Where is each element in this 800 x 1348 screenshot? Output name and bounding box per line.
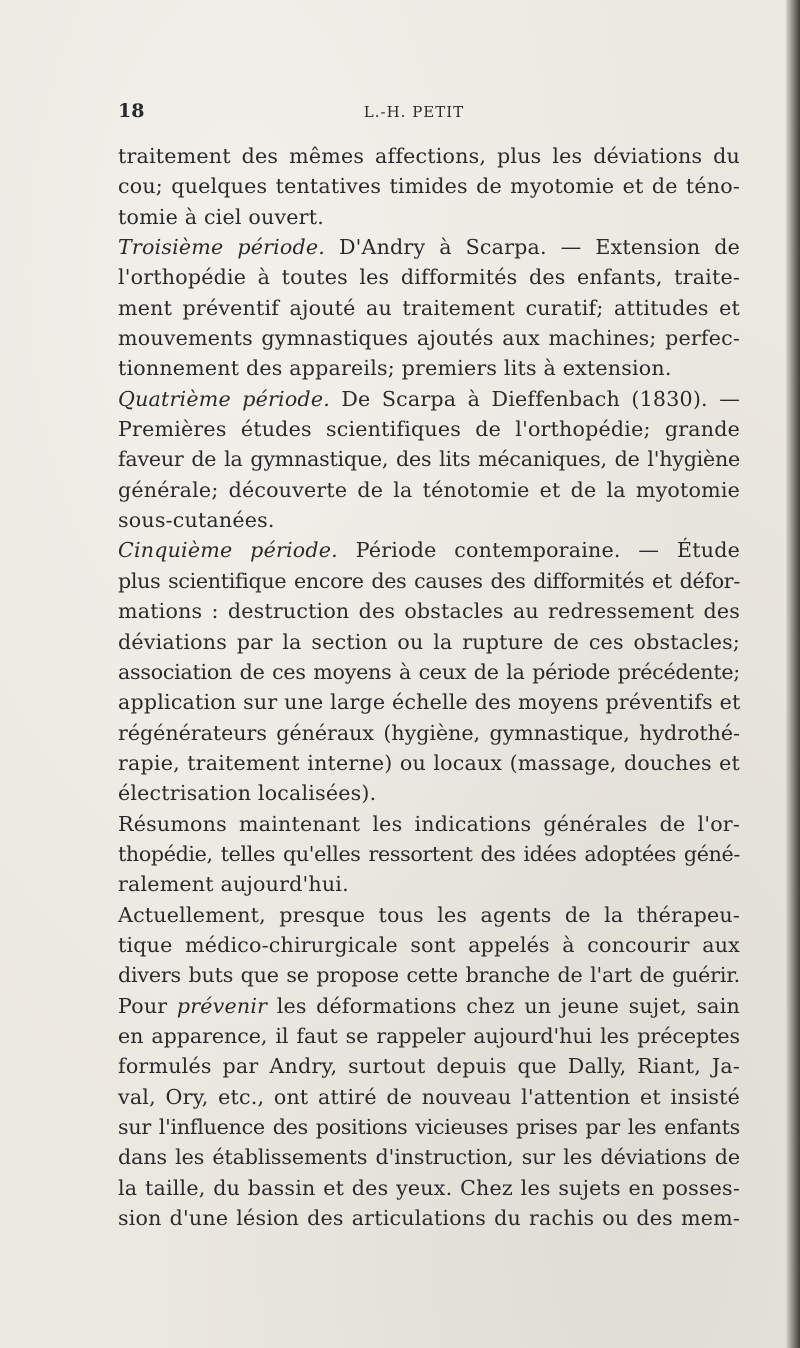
text-line xyxy=(118,657,740,687)
text-line-content: régénérateurs généraux (hygiène, gymnastique, hydrothé- xyxy=(118,720,740,745)
text-line xyxy=(118,171,740,201)
page-header xyxy=(118,98,710,124)
text-line-content: l'orthopédie à toutes les difformités des enfants, traite- xyxy=(118,265,740,290)
text-line-content: ment préventif ajouté au traitement curatif; attitudes et xyxy=(118,295,740,320)
text-line-content: Actuellement, presque tous les agents de la thérapeu- xyxy=(118,902,740,927)
text-line-content: cou; quelques tentatives timides de myotomie et de téno- xyxy=(118,174,740,199)
text-line xyxy=(118,1203,740,1233)
italic-term: Quatrième période. xyxy=(118,386,330,411)
text-line-content: déviations par la section ou la rupture de ces obstacles; xyxy=(118,629,740,654)
text-line-content: dans les établissements d'instruction, sur les déviations de xyxy=(118,1145,740,1170)
text-line xyxy=(118,1112,740,1142)
running-title: L.-H. PETIT xyxy=(363,103,465,121)
text-line xyxy=(118,262,740,292)
text-line xyxy=(118,627,740,657)
text-line-content: générale; découverte de la ténotomie et de la myotomie xyxy=(118,477,740,502)
text-line-content: Résumons maintenant les indications générales de l'or- xyxy=(118,811,740,836)
text-line xyxy=(118,384,740,414)
text-line-content: faveur de la gymnastique, des lits mécaniques, de l'hygiène xyxy=(118,447,740,472)
text-line-content: sous-cutanées. xyxy=(118,508,275,533)
text-line xyxy=(118,839,740,869)
text-line-content: association de ces moyens à ceux de la période précédente; xyxy=(118,659,740,684)
text-line-content: traitement des mêmes affections, plus les déviations du xyxy=(118,144,740,168)
text-line-content: les déformations chez un jeune sujet, sain xyxy=(267,993,741,1018)
text-line-content: tique médico-chirurgicale sont appelés à concourir aux xyxy=(118,932,740,957)
page-edge-shadow xyxy=(786,0,800,1348)
text-line-content: divers buts que se propose cette branche de l'art de guérir. xyxy=(118,963,740,988)
text-line xyxy=(118,1173,740,1203)
text-line xyxy=(118,1021,740,1051)
text-line xyxy=(118,202,740,232)
text-line-content: en apparence, il faut se rappeler aujourd'hui les préceptes xyxy=(118,1023,740,1048)
text-line-content: sur l'influence des positions vicieuses prises par les enfants xyxy=(118,1115,740,1139)
body-text xyxy=(118,141,740,1233)
text-line xyxy=(118,414,740,444)
text-line xyxy=(118,718,740,748)
text-line-prefix: Pour xyxy=(118,993,177,1018)
text-line-content: plus scientifique encore des causes des difformités et défor- xyxy=(118,568,740,593)
text-line xyxy=(118,444,740,474)
text-line xyxy=(118,323,740,353)
text-line-content: D'Andry à Scarpa. — Extension de xyxy=(325,235,740,260)
text-line-content: électrisation localisées). xyxy=(118,781,377,806)
text-line xyxy=(118,900,740,930)
text-line xyxy=(118,869,740,899)
text-line xyxy=(118,596,740,626)
text-line-content: Premières études scientifiques de l'orthopédie; grande xyxy=(118,417,740,442)
text-line xyxy=(118,1142,740,1172)
text-line xyxy=(118,505,740,535)
text-line xyxy=(118,778,740,808)
text-line-content: Période contemporaine. — Étude xyxy=(337,538,740,563)
text-line-content: ralement aujourd'hui. xyxy=(118,872,349,897)
text-line xyxy=(118,475,740,505)
text-line xyxy=(118,1051,740,1081)
text-line-content: thopédie, telles qu'elles ressortent des idées adoptées géné- xyxy=(118,841,740,866)
text-line-content: tionnement des appareils; premiers lits à extension. xyxy=(118,356,672,381)
text-line xyxy=(118,930,740,960)
text-line-content: formulés par Andry, surtout depuis que Dally, Riant, Ja- xyxy=(118,1054,740,1079)
text-line-content: application sur une large échelle des moyens préventifs et xyxy=(118,690,741,715)
italic-term: prévenir xyxy=(176,993,268,1018)
text-line xyxy=(118,141,740,171)
text-line-content: tomie à ciel ouvert. xyxy=(118,204,324,229)
text-line-content: sion d'une lésion des articulations du rachis ou des mem- xyxy=(118,1206,740,1231)
italic-term: Cinquième période. xyxy=(118,538,338,563)
text-line xyxy=(118,353,740,383)
text-line xyxy=(118,748,740,778)
text-line xyxy=(118,960,740,990)
text-line xyxy=(118,293,740,323)
text-line-content: mouvements gymnastiques ajoutés aux machines; perfec- xyxy=(118,326,740,351)
text-line xyxy=(118,1082,740,1112)
text-line-content: rapie, traitement interne) ou locaux (massage, douches et xyxy=(118,750,740,775)
text-line xyxy=(118,991,740,1021)
text-line xyxy=(118,566,740,596)
text-line-content: val, Ory, etc., ont attiré de nouveau l'attention et insisté xyxy=(118,1084,740,1109)
italic-term: Troisième période. xyxy=(118,235,326,260)
text-line xyxy=(118,232,740,262)
text-line xyxy=(118,535,740,565)
text-line-content: la taille, du bassin et des yeux. Chez les sujets en posses- xyxy=(118,1175,740,1200)
text-line xyxy=(118,809,740,839)
text-line xyxy=(118,687,740,717)
text-line-content: mations : destruction des obstacles au redressement des xyxy=(118,599,740,624)
page-number: 18 xyxy=(118,100,145,122)
text-line-content: De Scarpa à Dieffenbach (1830). — xyxy=(329,386,740,411)
